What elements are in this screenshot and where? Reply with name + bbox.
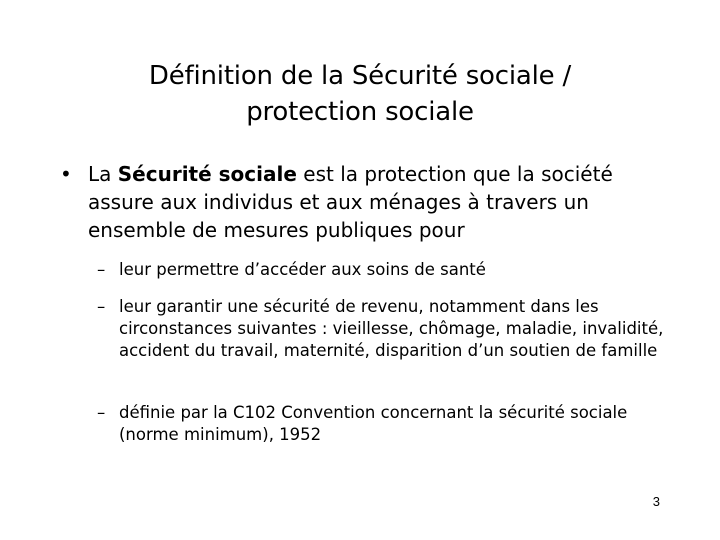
dash-icon: – — [97, 297, 106, 316]
main-bullet-text — [88, 160, 670, 244]
slide-title-line-2: protection sociale — [246, 97, 474, 127]
slide-title-line-1: Définition de la Sécurité sociale / — [148, 61, 572, 91]
dash-icon: – — [97, 403, 106, 422]
dash-icon: – — [97, 260, 106, 279]
sub-bullet-3 — [97, 402, 667, 446]
sub-bullet-2 — [97, 296, 667, 362]
sub-bullet-text: définie par la C102 Convention concernant la sécurité sociale (norme minimum), 1952 — [119, 403, 628, 444]
main-bullet — [60, 160, 670, 244]
slide-title — [60, 58, 660, 130]
main-bullet-bold-term: Sécurité sociale — [117, 162, 297, 186]
sub-bullet-text: leur garantir une sécurité de revenu, notamment dans les circonstances suivantes : vieillesse, chômage, maladie, invalidité, accident du travail, maternité, disparition d’un soutien de famille — [119, 297, 664, 360]
page-number: 3 — [652, 494, 660, 509]
bullet-dot-icon: • — [60, 162, 72, 186]
sub-bullet-text: leur permettre d’accéder aux soins de santé — [119, 260, 486, 279]
main-bullet-lead: La — [88, 162, 118, 186]
sub-bullet-1 — [97, 259, 667, 281]
main-bullet-rest: est la protection que la société assure aux individus et aux ménages à travers un ensemble de mesures publiques pour — [88, 162, 613, 242]
